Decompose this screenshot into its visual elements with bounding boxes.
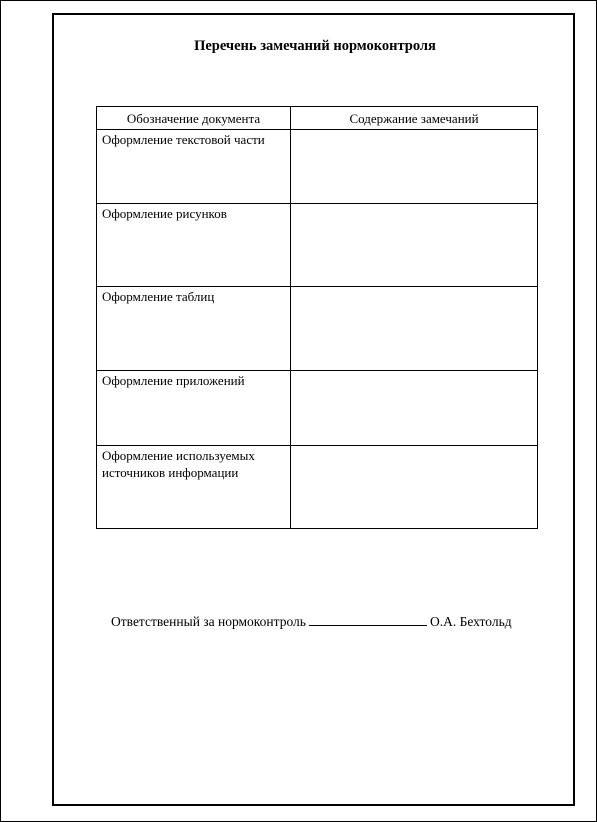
remarks-table bbox=[96, 106, 538, 529]
signature-name: О.А. Бехтольд bbox=[429, 614, 512, 629]
row-remark-cell[interactable] bbox=[291, 371, 538, 446]
signature-block bbox=[111, 612, 512, 630]
header-remarks-content: Содержание замечаний bbox=[291, 107, 538, 130]
row-remark-cell[interactable] bbox=[291, 204, 538, 287]
row-name-sources: Оформление используемых источников информации bbox=[97, 446, 291, 529]
row-name-tables: Оформление таблиц bbox=[97, 287, 291, 371]
row-remark-cell[interactable] bbox=[291, 130, 538, 204]
row-remark-cell[interactable] bbox=[291, 287, 538, 371]
table-row bbox=[97, 287, 538, 371]
signature-label: Ответственный за нормоконтроль bbox=[111, 614, 306, 629]
table-header-row bbox=[97, 107, 538, 130]
header-document-designation: Обозначение документа bbox=[97, 107, 291, 130]
document-title: Перечень замечаний нормоконтроля bbox=[194, 38, 436, 54]
signature-line[interactable] bbox=[309, 612, 427, 626]
row-name-appendices: Оформление приложений bbox=[97, 371, 291, 446]
table-row bbox=[97, 204, 538, 287]
row-remark-cell[interactable] bbox=[291, 446, 538, 529]
table-row bbox=[97, 446, 538, 529]
table-row bbox=[97, 130, 538, 204]
row-name-text-section: Оформление текстовой части bbox=[97, 130, 291, 204]
table-row bbox=[97, 371, 538, 446]
row-name-figures: Оформление рисунков bbox=[97, 204, 291, 287]
